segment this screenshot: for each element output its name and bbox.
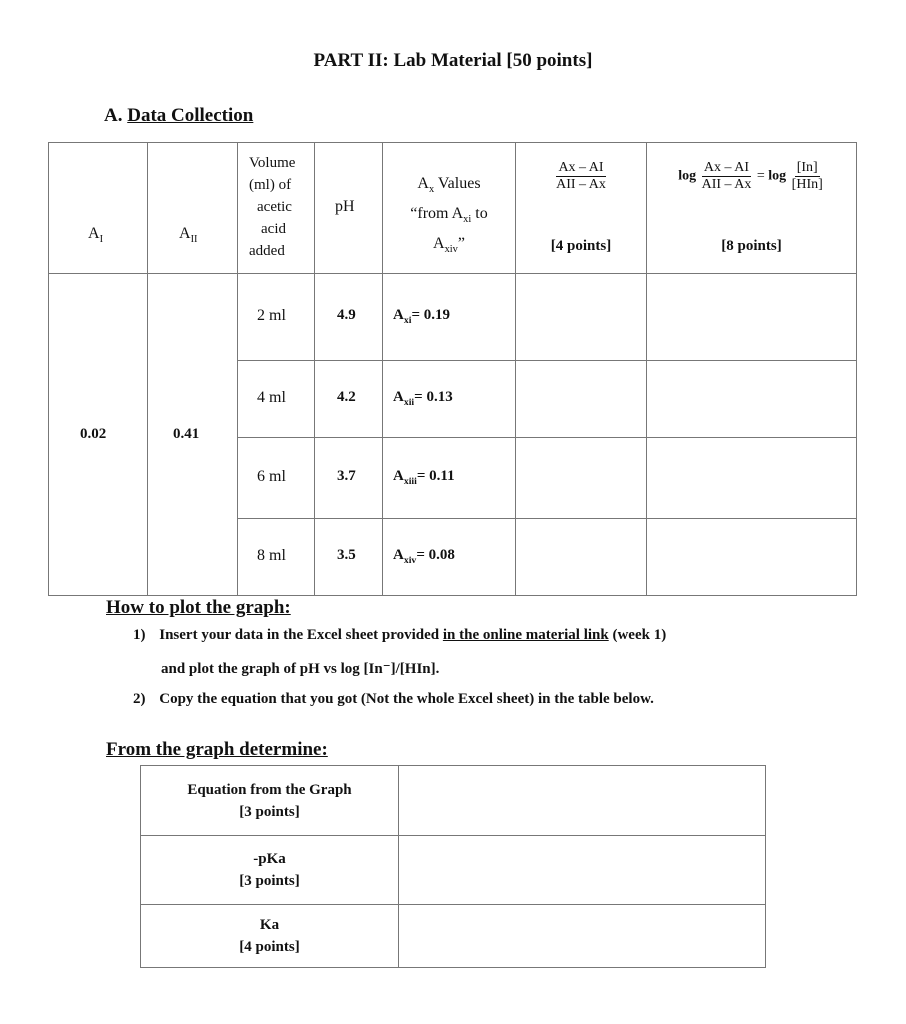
ph-cell: 4.9 xyxy=(337,307,356,323)
ax-cell: $A_{xii}= 0.13$ xyxy=(393,389,453,408)
ax-cell: $A_{xiii}= 0.11$ xyxy=(393,468,455,487)
plot-heading: How to plot the graph: xyxy=(106,597,291,618)
header-volume: Volume (ml) of acetic acid added xyxy=(249,155,296,259)
determine-row-pka: -pKa [3 points] xyxy=(239,851,300,889)
header-ph: pH xyxy=(335,198,355,215)
log-points: [8 points] xyxy=(721,238,782,254)
ax-cell: $A_{xiv}= 0.08$ xyxy=(393,547,455,566)
ratio-denominator: AII – Ax xyxy=(556,177,606,192)
volume-cell: 2 ml xyxy=(257,307,286,324)
volume-cell: 4 ml xyxy=(257,389,286,406)
step-2: 2) Copy the equation that you got (Not the whole Excel sheet) in the table below. xyxy=(133,691,654,707)
step-1-line-2: and plot the graph of pH vs log [In⁻]/[HIn]. xyxy=(161,661,440,677)
determine-row-equation: Equation from the Graph [3 points] xyxy=(187,781,352,820)
page-title: PART II: Lab Material [50 points] xyxy=(313,50,593,71)
header-ax-values: $A_x$ Values “from $A_{xi}$ to $A_{xiv}$” xyxy=(410,175,488,256)
section-title: Data Collection xyxy=(127,105,254,126)
section-heading xyxy=(104,105,253,127)
ph-cell: 4.2 xyxy=(337,389,356,405)
header-ratio xyxy=(516,160,646,193)
a1-value: 0.02 xyxy=(80,426,107,442)
header-log: log $\frac{Ax - AI}{\text{AII – Ax}}$ = log $\frac{[In]}{\text{[HIn]}}$ xyxy=(678,160,823,192)
a2-value: 0.41 xyxy=(173,426,200,442)
ratio-numerator: Ax – AI xyxy=(558,160,604,175)
determine-answer-pka[interactable] xyxy=(399,836,765,904)
determine-heading: From the graph determine: xyxy=(106,739,328,760)
volume-cell: 8 ml xyxy=(257,547,286,564)
online-material-link[interactable]: in the online material link xyxy=(442,627,609,643)
ph-cell: 3.5 xyxy=(337,547,356,563)
determine-answer-ka[interactable] xyxy=(399,905,765,967)
determine-row-ka: Ka [4 points] xyxy=(239,917,300,955)
determine-answer-equation[interactable] xyxy=(399,766,765,835)
volume-cell: 6 ml xyxy=(257,468,286,485)
header-a1: $A_I$ xyxy=(88,225,104,246)
ax-cell: $A_{xi}= 0.19$ xyxy=(393,307,450,326)
step-1: 1) Insert your data in the Excel sheet provided in the online material link (week 1) xyxy=(133,627,667,643)
ratio-points: [4 points] xyxy=(550,238,612,254)
ph-cell: 3.7 xyxy=(337,468,356,484)
section-prefix: A. xyxy=(104,105,123,126)
header-a2: $A_{II}$ xyxy=(179,225,198,246)
